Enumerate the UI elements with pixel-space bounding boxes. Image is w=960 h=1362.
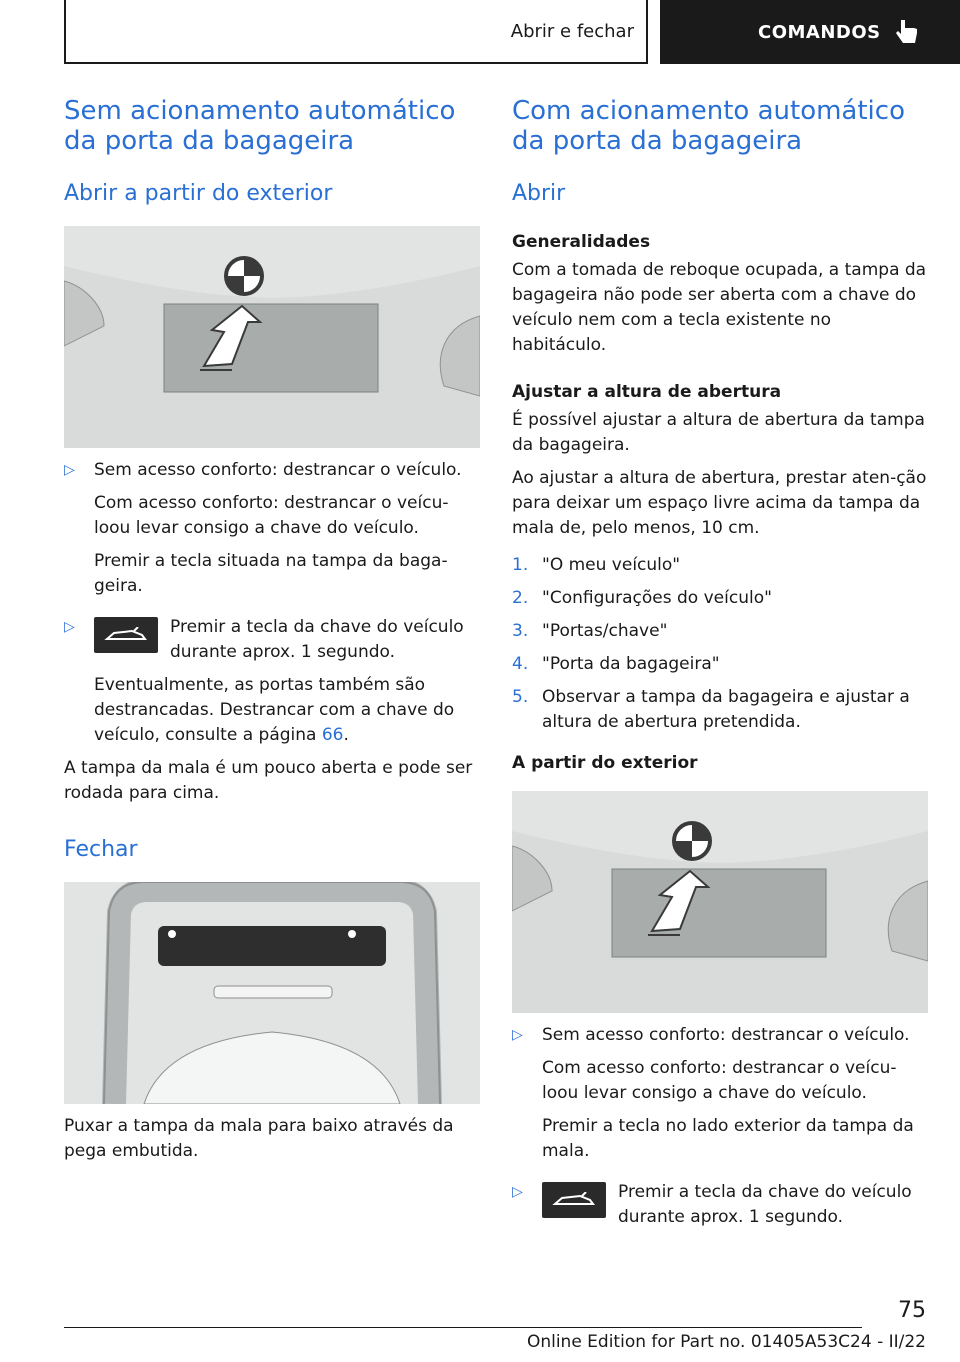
- trunk-illustration: [512, 791, 928, 1013]
- subheading-close: Fechar: [64, 837, 138, 862]
- list-item-text: Com acesso conforto: destrancar o veícu-loou levar consigo a chave do veículo.: [94, 493, 449, 538]
- section-heading-manual: Sem acionamento automático da porta da bagageira: [64, 96, 456, 156]
- paragraph: Puxar a tampa da mala para baixo através da pega embutida.: [64, 1116, 454, 1161]
- triangle-bullet-icon: ▷: [64, 619, 75, 635]
- edition-info: Online Edition for Part no. 01405A53C24 - II/22: [526, 1332, 926, 1352]
- section-title: Abrir e fechar: [510, 20, 634, 42]
- list-item-text: Premir a tecla no lado exterior da tampa da mala.: [542, 1116, 914, 1161]
- section-tab: [64, 0, 648, 64]
- list-item: 2. "Configurações do veículo": [512, 588, 772, 608]
- triangle-bullet-icon: ▷: [64, 462, 75, 478]
- pointing-hand-icon: [895, 18, 921, 46]
- key-instruction-text: Premir a tecla da chave do veículo durante aprox. 1 segundo.: [618, 1182, 912, 1227]
- left-column: [64, 96, 480, 1164]
- steps-list: [512, 553, 928, 735]
- trunk-illustration: [64, 226, 480, 448]
- section-heading-automatic: Com acionamento automático da porta da bagageira: [512, 96, 905, 156]
- key-instruction: [542, 1180, 928, 1230]
- subheading-open: Abrir: [512, 181, 566, 206]
- list-item-text: Premir a tecla situada na tampa da baga-geira.: [94, 551, 448, 596]
- footer-divider: [64, 1327, 862, 1328]
- chapter-tab: [660, 0, 960, 64]
- list-item: [64, 615, 480, 748]
- triangle-bullet-icon: ▷: [512, 1027, 523, 1043]
- key-instruction: [94, 615, 480, 665]
- list-item: 3. "Portas/chave": [512, 621, 668, 641]
- paragraph: Ao ajustar a altura de abertura, prestar aten-ção para deixar um espaço livre acima da tampa da mala de, pelo menos, 10 cm.: [512, 468, 927, 538]
- bullet-list-right: [512, 1023, 928, 1230]
- list-item: 4. "Porta da bagageira": [512, 654, 720, 674]
- right-column: [512, 96, 928, 1230]
- paragraph: Com a tomada de reboque ocupada, a tampa da bagageira não pode ser aberta com a chave do veículo nem com a tecla existente no habitáculo.: [512, 260, 927, 355]
- car-key-button-icon: [94, 617, 158, 653]
- list-item-text: Sem acesso conforto: destrancar o veículo.: [542, 1025, 910, 1045]
- bullet-list-left: [64, 458, 480, 748]
- list-item: [512, 1180, 928, 1230]
- heading-exterior: A partir do exterior: [512, 753, 698, 773]
- key-instruction-text: Premir a tecla da chave do veículo durante aprox. 1 segundo.: [170, 617, 464, 662]
- page-header: [64, 0, 960, 66]
- list-item-text: Com acesso conforto: destrancar o veícu-loou levar consigo a chave do veículo.: [542, 1058, 897, 1103]
- list-item: [512, 1023, 928, 1164]
- subheading-open-exterior: Abrir a partir do exterior: [64, 181, 333, 206]
- paragraph: A tampa da mala é um pouco aberta e pode ser rodada para cima.: [64, 758, 473, 803]
- page-number: 75: [898, 1298, 926, 1323]
- figure-trunk-button: [64, 226, 480, 448]
- page-reference-link[interactable]: 66: [321, 725, 344, 745]
- triangle-bullet-icon: ▷: [512, 1184, 523, 1200]
- trunk-lid-illustration: [64, 882, 480, 1104]
- figure-trunk-button-2: [512, 791, 928, 1013]
- figure-trunk-handle: [64, 882, 480, 1104]
- chapter-title: COMANDOS: [758, 21, 881, 43]
- list-item-text: Sem acesso conforto: destrancar o veículo.: [94, 460, 462, 480]
- heading-adjust-height: Ajustar a altura de abertura: [512, 382, 782, 402]
- list-item: 5. Observar a tampa da bagageira e ajustar a altura de abertura pretendida.: [512, 687, 910, 732]
- car-key-button-icon: [542, 1182, 606, 1218]
- list-item: [64, 458, 480, 599]
- paragraph: É possível ajustar a altura de abertura da tampa da bagageira.: [512, 410, 925, 455]
- list-item-text: Eventualmente, as portas também são destrancadas. Destrancar com a chave do veículo, consulte a página 66.: [94, 675, 455, 745]
- heading-general: Generalidades: [512, 232, 651, 252]
- list-item: 1. "O meu veículo": [512, 555, 681, 575]
